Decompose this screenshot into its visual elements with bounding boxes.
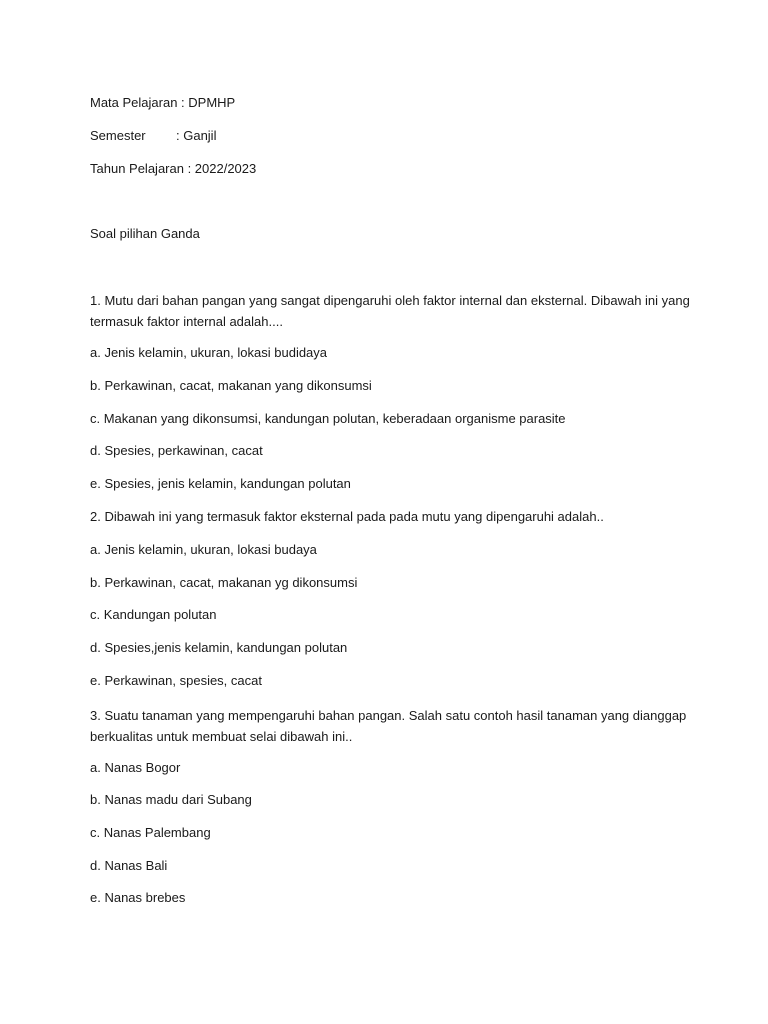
question-1-option-b: b. Perkawinan, cacat, makanan yang dikonsumsi [90,378,372,393]
question-2-text: 2. Dibawah ini yang termasuk faktor eksternal pada pada mutu yang dipengaruhi adalah.. [90,509,604,524]
question-1-option-c: c. Makanan yang dikonsumsi, kandungan polutan, keberadaan organisme parasite [90,411,566,426]
question-3-option-e: e. Nanas brebes [90,890,186,905]
question-2-option-c: c. Kandungan polutan [90,607,217,622]
year-line: Tahun Pelajaran : 2022/2023 [90,161,257,176]
question-1-option-e: e. Spesies, jenis kelamin, kandungan polutan [90,476,351,491]
question-2-option-a: a. Jenis kelamin, ukuran, lokasi budaya [90,542,317,557]
semester-line [90,128,216,144]
semester-label: Semester [90,128,146,143]
question-3-option-c: c. Nanas Palembang [90,825,211,840]
subject-line: Mata Pelajaran : DPMHP [90,95,236,110]
question-1-text: 1. Mutu dari bahan pangan yang sangat dipengaruhi oleh faktor internal dan eksternal. Dibawah ini yang termasuk faktor internal adalah.... [90,293,690,329]
question-3-option-b: b. Nanas madu dari Subang [90,792,252,807]
question-2-option-d: d. Spesies,jenis kelamin, kandungan polutan [90,640,348,655]
question-1-option-a: a. Jenis kelamin, ukuran, lokasi budidaya [90,345,328,360]
section-title: Soal pilihan Ganda [90,226,200,241]
question-3-text: 3. Suatu tanaman yang mempengaruhi bahan pangan. Salah satu contoh hasil tanaman yang dianggap berkualitas untuk membuat selai dibawah ini.. [90,708,687,744]
question-3-option-d: d. Nanas Bali [90,858,168,873]
question-2-option-b: b. Perkawinan, cacat, makanan yg dikonsumsi [90,575,358,590]
question-1-option-d: d. Spesies, perkawinan, cacat [90,443,263,458]
question-3-option-a: a. Nanas Bogor [90,760,181,775]
question-2-option-e: e. Perkawinan, spesies, cacat [90,673,262,688]
semester-value: : Ganjil [176,128,217,143]
